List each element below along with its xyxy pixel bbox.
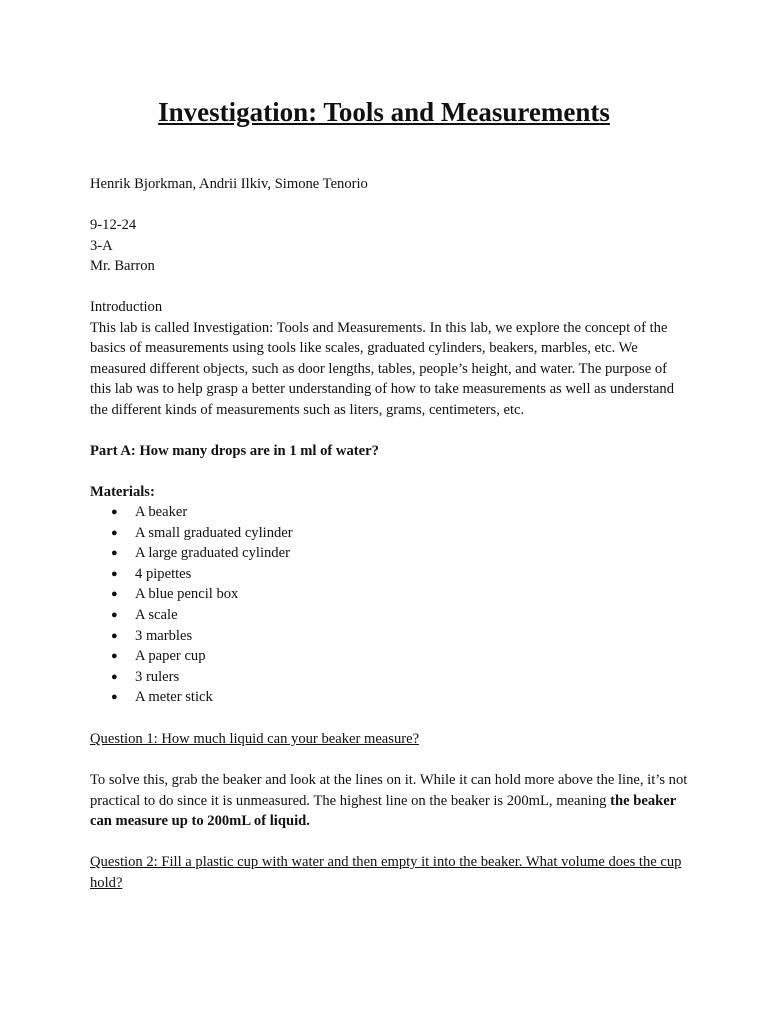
introduction-heading: Introduction — [90, 299, 163, 315]
class-period: 3-A — [90, 237, 113, 254]
date: 9-12-24 — [90, 217, 137, 233]
list-item: ● A large graduated cylinder — [90, 543, 293, 564]
introduction-body: This lab is called Investigation: Tools and Measurements. In this lab, we explore the concept of the basics of measurements using tools like scales, graduated cylinders, beakers, marbles, etc. We measured different objects, such as door lengths, tables, people’s height, and water. The purpose of this lab was to help grasp a better understanding of how to take measurements as well as understand the different kinds of measurements such as liters, grams, centimeters, etc. — [90, 319, 674, 418]
bullet-icon: ● — [111, 506, 118, 518]
teacher: Mr. Barron — [90, 258, 155, 275]
bullet-icon: ● — [111, 526, 118, 539]
part-a-heading: Part A: How many drops are in 1 ml of water? — [90, 443, 379, 459]
list-item: ● 3 rulers — [90, 667, 293, 688]
list-item: ● A paper cup — [90, 646, 293, 667]
bullet-icon: ● — [111, 650, 118, 663]
question-1-heading: Question 1: How much liquid can your beaker measure? — [90, 731, 420, 747]
list-item: ● A scale — [90, 605, 293, 626]
bullet-icon: ● — [111, 670, 118, 683]
bullet-icon: ● — [111, 608, 118, 621]
question-1-answer-bold: the beaker can measure up to 200mL of liquid. — [90, 792, 676, 830]
authors: Henrik Bjorkman, Andrii Ilkiv, Simone Tenorio — [90, 176, 368, 192]
bullet-icon: ● — [111, 629, 118, 642]
materials-list — [90, 502, 293, 708]
list-item: ● A beaker — [90, 502, 293, 523]
bullet-icon: ● — [111, 691, 118, 704]
list-item: ● 3 marbles — [90, 626, 293, 647]
list-item: ● A meter stick — [90, 687, 293, 708]
list-item: ● A small graduated cylinder — [90, 523, 293, 544]
list-item: ● 4 pipettes — [90, 564, 293, 585]
bullet-icon: ● — [111, 567, 118, 580]
materials-heading: Materials: — [90, 484, 155, 500]
list-item: ● A blue pencil box — [90, 584, 293, 605]
question-2-heading: Question 2: Fill a plastic cup with water and then empty it into the beaker. What volume does the cup hold? — [90, 854, 682, 891]
bullet-icon: ● — [111, 547, 118, 560]
question-1-answer: To solve this, grab the beaker and look at the lines on it. While it can hold more above the line, it’s not practical to do since it is unmeasured. The highest line on the beaker is 200mL, meaning the beaker can measure up to 200mL of liquid. — [90, 772, 688, 830]
bullet-icon: ● — [111, 588, 118, 601]
page-title: Investigation: Tools and Measurements — [158, 97, 610, 127]
